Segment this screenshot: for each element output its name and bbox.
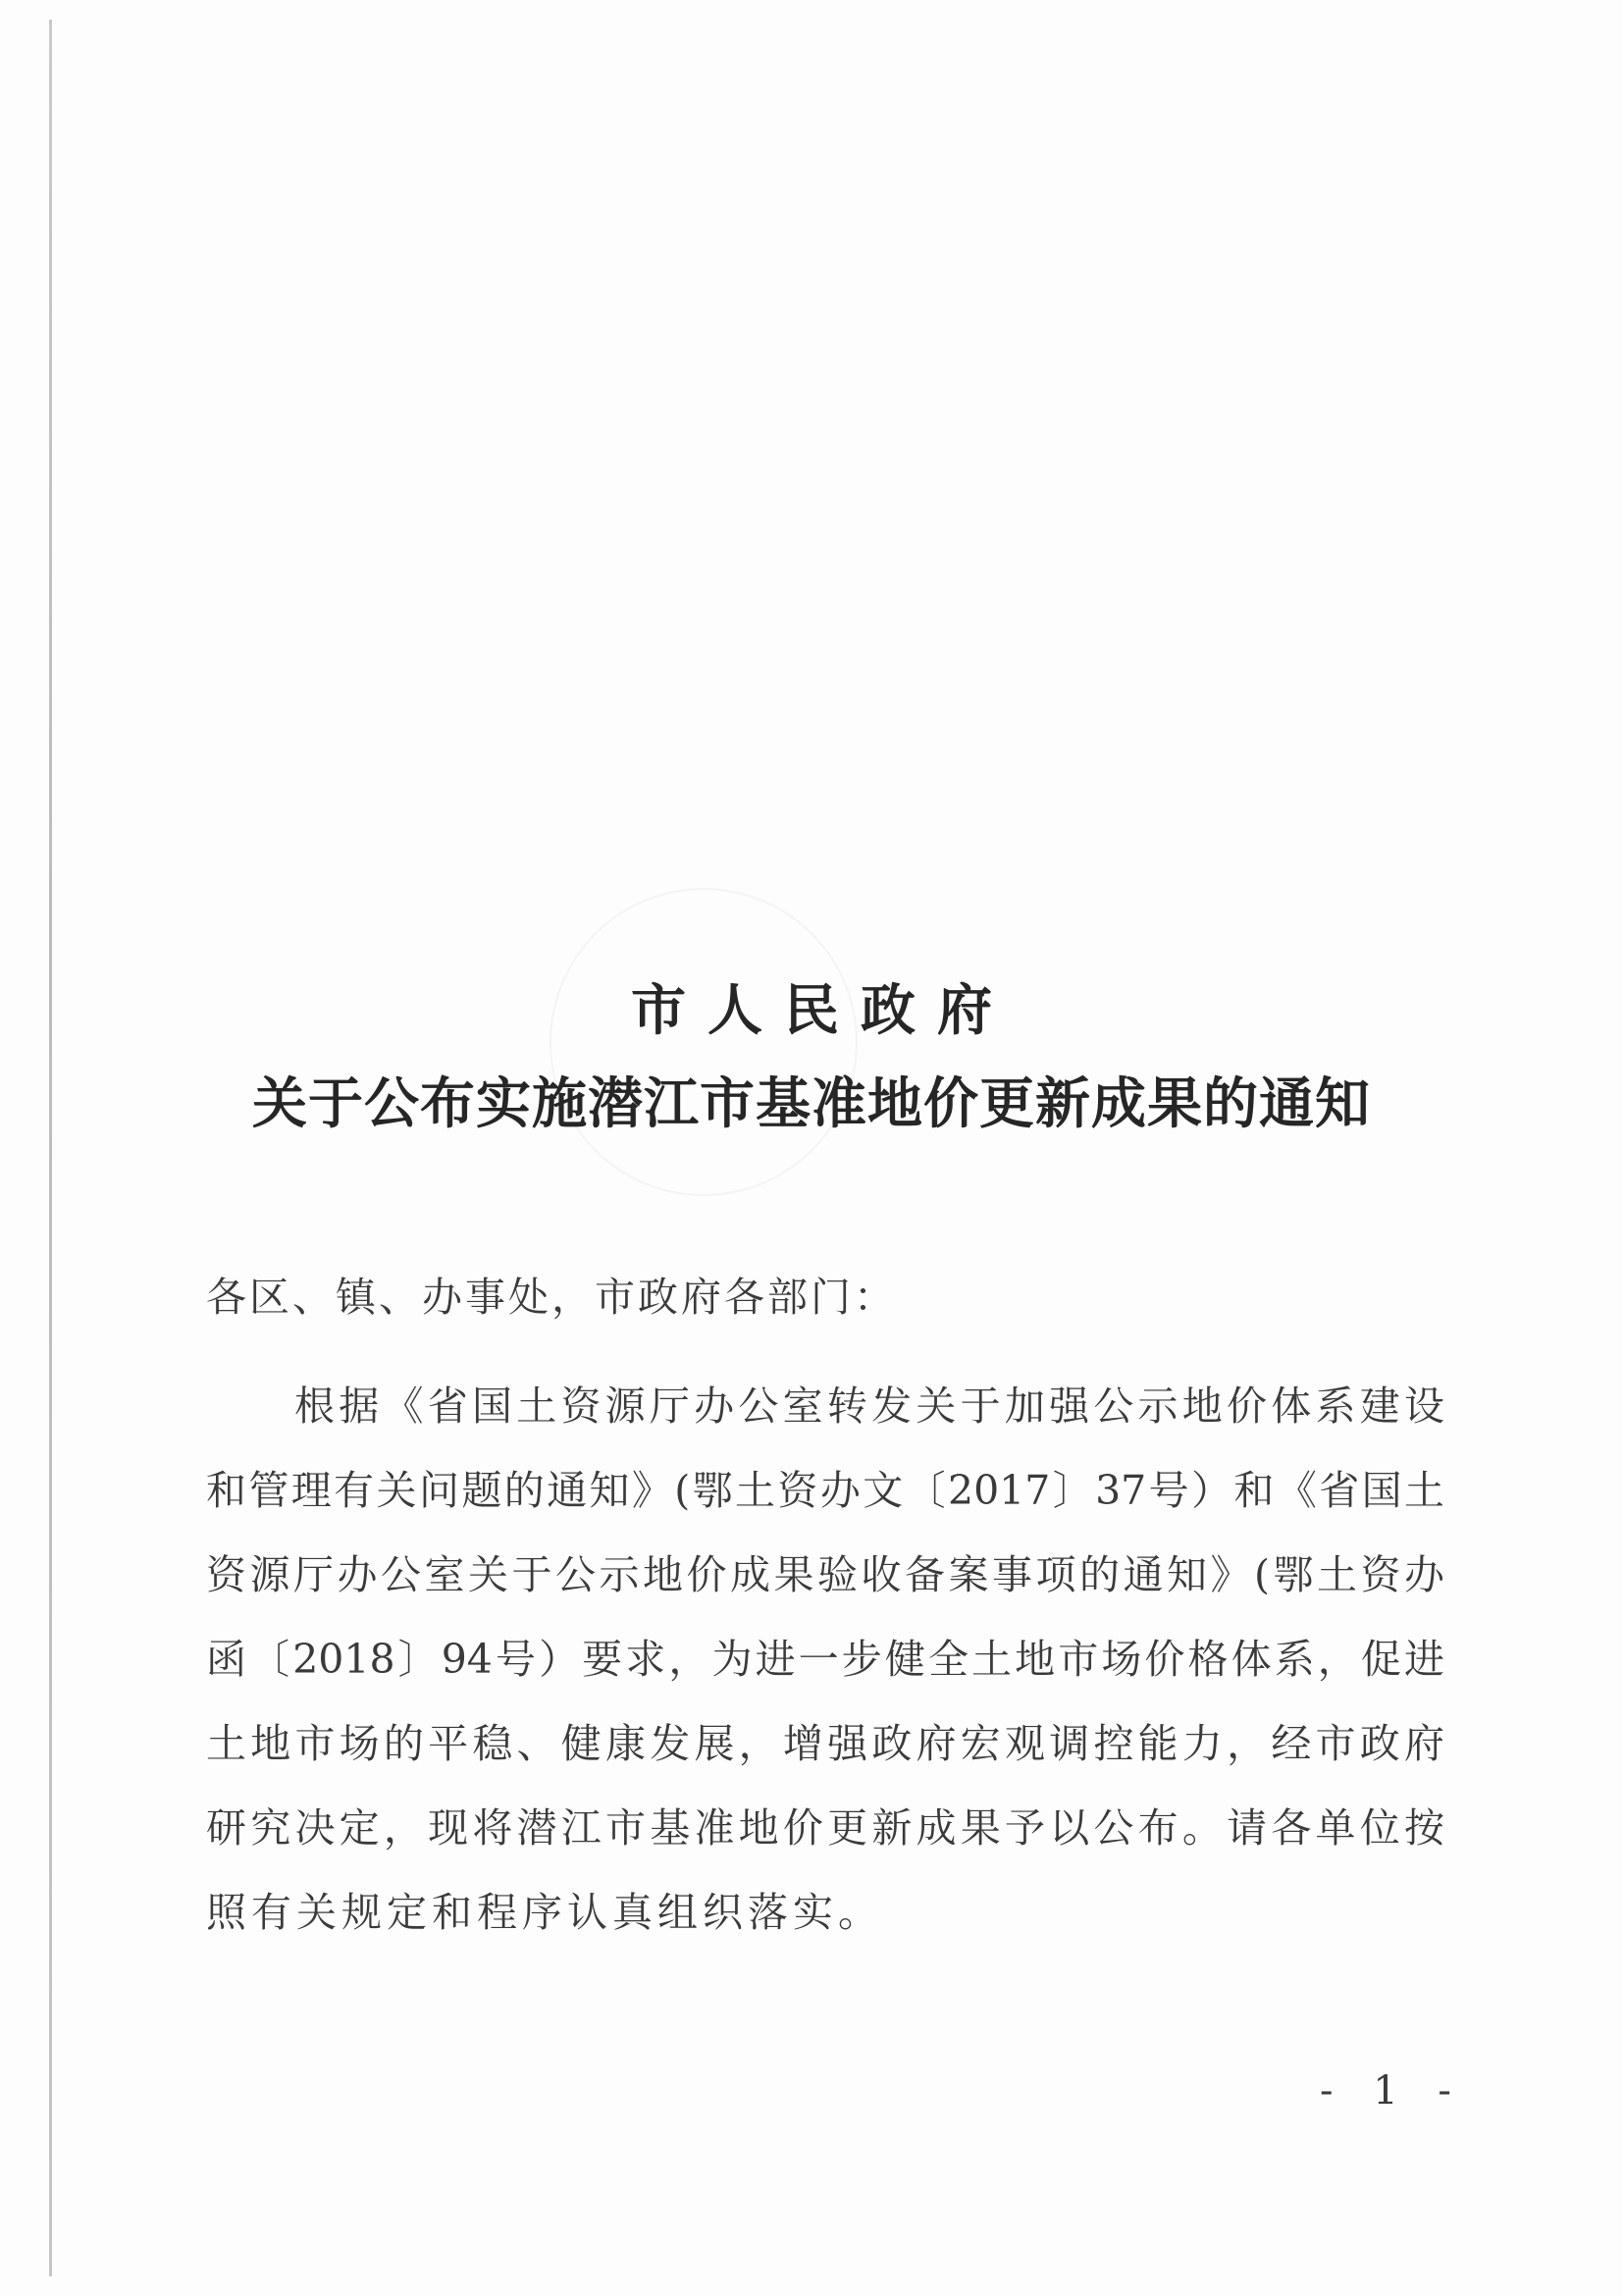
title-block — [0, 966, 1623, 1153]
notice-title: 关于公布实施潜江市基准地价更新成果的通知 — [252, 1071, 1371, 1136]
issuer-title: 市人民政府 — [631, 978, 1014, 1043]
body-line: 研究决定，现将潜江市基准地价更新成果予以公布。请各单位按 — [206, 1804, 1444, 1852]
body-line: 根据《省国土资源厅办公室转发关于加强公示地价体系建设 — [294, 1383, 1444, 1430]
body-line: 资源厅办公室关于公示地价成果验收备案事项的通知》(鄂土资办 — [206, 1551, 1444, 1598]
body-line: 土地市场的平稳、健康发展，增强政府宏观调控能力，经市政府 — [206, 1720, 1444, 1767]
addressee-line: 各区、镇、办事处，市政府各部门： — [206, 1274, 897, 1321]
body-line: 照有关规定和程序认真组织落实。 — [206, 1889, 883, 1936]
body-line: 和管理有关问题的通知》(鄂土资办文〔2017〕37号）和《省国土 — [206, 1467, 1444, 1514]
body-paragraph — [206, 1364, 1444, 1955]
page-number: - 1 - — [1320, 2068, 1465, 2113]
body-line: 函〔2018〕94号）要求，为进一步健全土地市场价格体系，促进 — [206, 1636, 1444, 1683]
